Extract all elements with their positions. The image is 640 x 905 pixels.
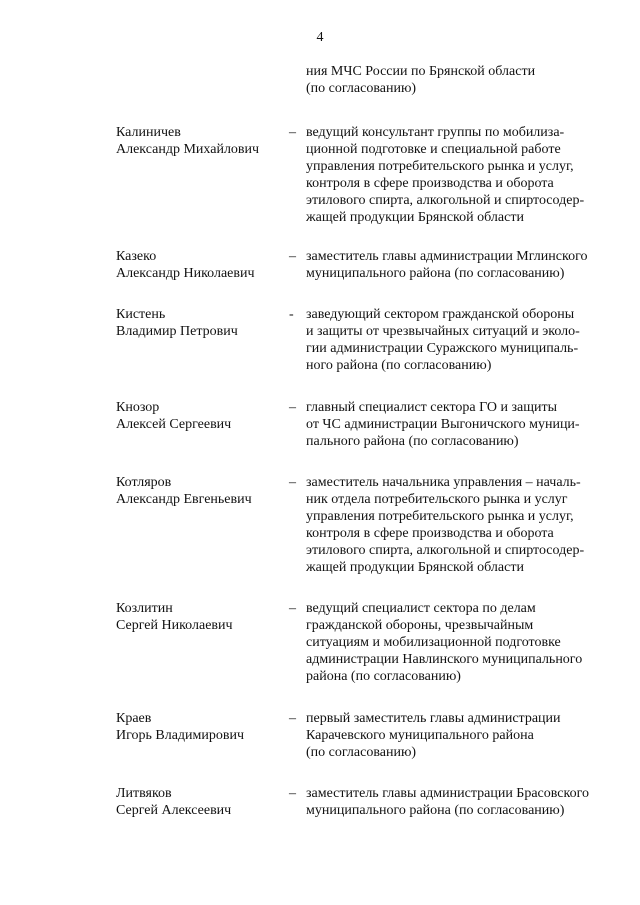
person-name: [116, 399, 286, 433]
desc-line: главный специалист сектора ГО и защиты: [306, 400, 558, 415]
desc-line: (по согласованию): [306, 745, 417, 760]
desc-line: ного района (по согласованию): [306, 358, 492, 373]
desc-line: пального района (по согласованию): [306, 434, 519, 449]
dash-separator: –: [289, 249, 296, 264]
dash-separator: -: [289, 307, 294, 322]
desc-line: и защиты от чрезвычайных ситуаций и эколо-: [306, 324, 580, 339]
desc-line: ведущий консультант группы по мобилиза-: [306, 125, 565, 140]
surname: Кнозор: [116, 400, 160, 415]
continuation-text: ния МЧС России по Брянской области (по согласованию): [306, 64, 536, 96]
person-name: [116, 785, 286, 819]
person-name: [116, 710, 286, 744]
desc-line: ционной подготовке и специальной работе: [306, 142, 561, 157]
person-name: [116, 306, 286, 340]
surname: Котляров: [116, 475, 172, 490]
surname: Козлитин: [116, 601, 173, 616]
person-name: [116, 600, 286, 634]
dash-separator: –: [289, 475, 296, 490]
desc-line: гражданской обороны, чрезвычайным: [306, 618, 534, 633]
person-name: [116, 248, 286, 282]
position-description: [306, 248, 626, 282]
desc-line: заместитель главы администрации Брасовского: [306, 786, 590, 801]
desc-line: этилового спирта, алкогольной и спиртосодер-: [306, 543, 585, 558]
desc-line: жащей продукции Брянской области: [306, 210, 524, 225]
dash-separator: –: [289, 601, 296, 616]
desc-line: от ЧС администрации Выгоничского муници-: [306, 417, 580, 432]
desc-line: ведущий специалист сектора по делам: [306, 601, 536, 616]
position-description: [306, 306, 626, 374]
desc-line: администрации Навлинского муниципального: [306, 652, 583, 667]
given-names: Александр Михайлович: [116, 142, 260, 157]
page-number: 4: [316, 30, 324, 45]
dash-separator: –: [289, 786, 296, 801]
person-name: [116, 474, 286, 508]
position-description: [306, 474, 626, 576]
person-name: [116, 124, 286, 158]
surname: Краев: [116, 711, 152, 726]
desc-line: контроля в сфере производства и оборота: [306, 526, 554, 541]
desc-line: управления потребительского рынка и услуг,: [306, 509, 574, 524]
given-names: Александр Николаевич: [116, 266, 255, 281]
position-description: [306, 399, 626, 450]
given-names: Алексей Сергеевич: [116, 417, 232, 432]
position-description: [306, 600, 626, 685]
dash-separator: –: [289, 711, 296, 726]
position-description: [306, 785, 626, 819]
surname: Кистень: [116, 307, 166, 322]
desc-line: управления потребительского рынка и услуг,: [306, 159, 574, 174]
desc-line: первый заместитель главы администрации: [306, 711, 561, 726]
surname: Калиничев: [116, 125, 181, 140]
desc-line: заместитель главы администрации Мглинского: [306, 249, 588, 264]
position-description: [306, 710, 626, 761]
desc-line: Карачевского муниципального района: [306, 728, 534, 743]
given-names: Игорь Владимирович: [116, 728, 245, 743]
dash-separator: –: [289, 400, 296, 415]
given-names: Владимир Петрович: [116, 324, 238, 339]
desc-line: заместитель начальника управления – началь-: [306, 475, 581, 490]
dash-separator: –: [289, 125, 296, 140]
desc-line: заведующий сектором гражданской обороны: [306, 307, 575, 322]
desc-line: муниципального района (по согласованию): [306, 803, 565, 818]
desc-line: района (по согласованию): [306, 669, 461, 684]
given-names: Сергей Алексеевич: [116, 803, 232, 818]
desc-line: этилового спирта, алкогольной и спиртосодер-: [306, 193, 585, 208]
desc-line: контроля в сфере производства и оборота: [306, 176, 554, 191]
position-description: [306, 124, 626, 226]
given-names: Сергей Николаевич: [116, 618, 233, 633]
surname: Казеко: [116, 249, 157, 264]
desc-line: гии администрации Суражского муниципаль-: [306, 341, 579, 356]
desc-line: жащей продукции Брянской области: [306, 560, 524, 575]
desc-line: ситуациям и мобилизационной подготовке: [306, 635, 561, 650]
surname: Литвяков: [116, 786, 172, 801]
desc-line: ник отдела потребительского рынка и услуг: [306, 492, 568, 507]
desc-line: муниципального района (по согласованию): [306, 266, 565, 281]
given-names: Александр Евгеньевич: [116, 492, 252, 507]
